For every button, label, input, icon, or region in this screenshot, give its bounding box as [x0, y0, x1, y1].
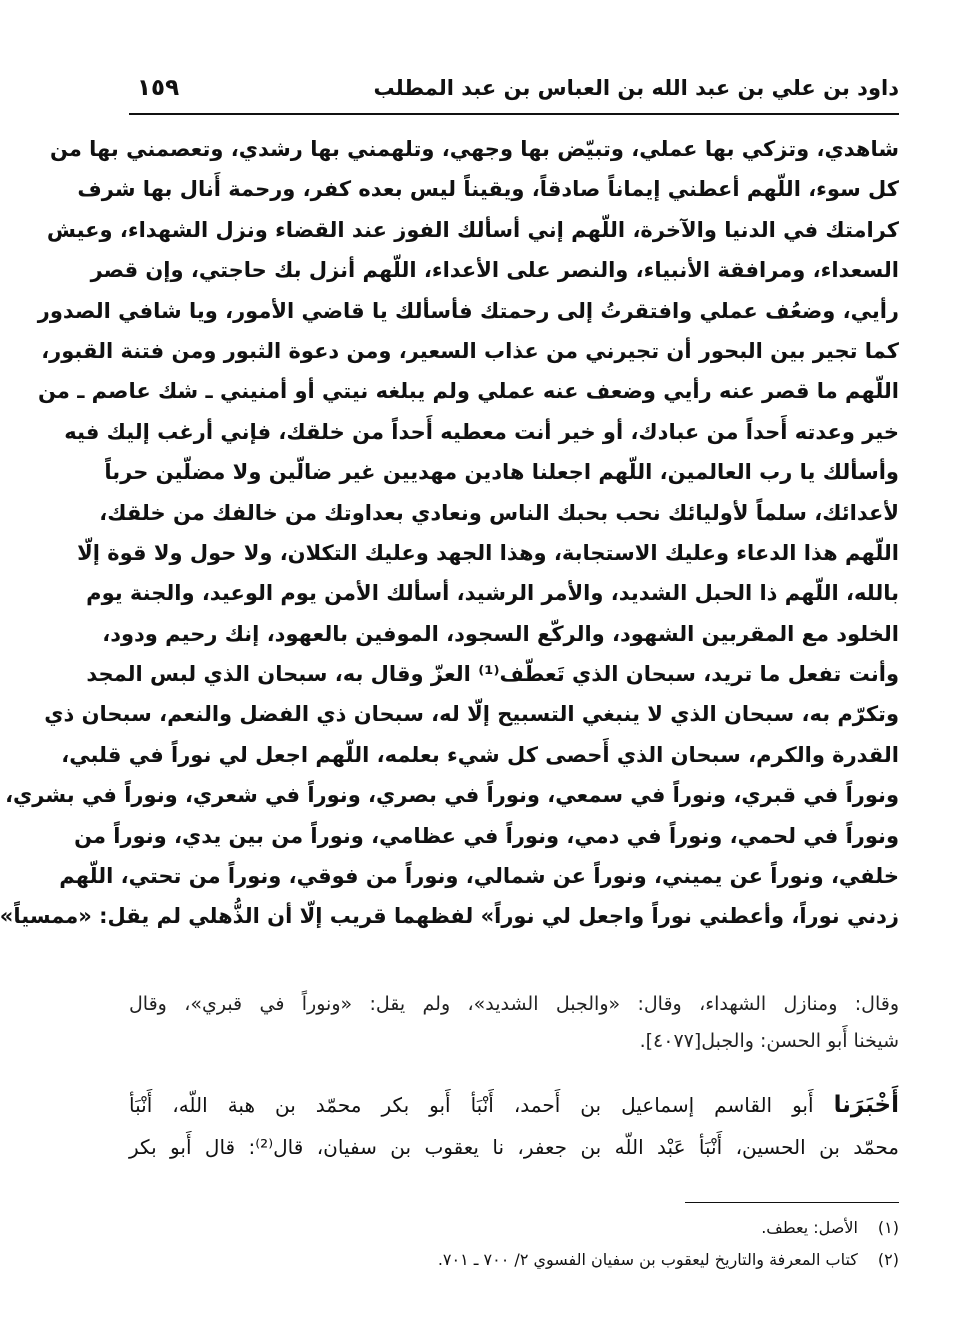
text-line: رأيي، وضعُف عملي وافتقرتُ إلى رحمتك فأسألك يا قاضي الأمور، ويا شافي الصدور [37, 298, 899, 323]
isnad-line: محمّد بن الحسين، أَنْبَأ عَبْد اللّه بن جعفر، نا يعقوب بن سفيان، قال⁽²⁾: قال أَبو بكر [129, 1135, 899, 1159]
footnote-text: الأصل: يعطف. [761, 1218, 858, 1237]
isnad-line [129, 1084, 899, 1126]
isnad-paragraph [129, 1084, 899, 1168]
footnotes [129, 1212, 899, 1276]
text-line: اللّهم ما قصر عنه رأيي وضعف عنه عملي ولم يبلغه نيتي أو أمنيني ـ شك عاصم ـ من [37, 379, 899, 404]
footnote-number: (١) [877, 1218, 899, 1237]
running-title: داود بن علي بن عبد الله بن العباس بن عبد المطلب [373, 76, 899, 100]
isnad-lead-word: أَخْبَرَنا [833, 1092, 899, 1118]
text-line: شاهدي، وتزكي بها عملي، وتبيّض بها وجهي، وتلهمني بها رشدي، وتعصمني بها من [49, 137, 899, 161]
text-line: لأعدائك، سلماً لأوليائك نحب بحبك الناس ونعادي بعداوتك من خالفك من خلقك، [99, 500, 899, 525]
text-line: القدرة والكرم، سبحان الذي أَحصى كل شيء بعلمه، اللّهم اجعل لي نوراً في قلبي، [61, 742, 899, 767]
page-number: ١٥٩ [137, 75, 180, 101]
text-line: ونوراً في قبري، ونوراً في سمعي، ونوراً في بصري، ونوراً في شعري، ونوراً في بشري، [5, 783, 899, 808]
footnote-text: كتاب المعرفة والتاريخ ليعقوب بن سفيان الفسوي ٢/ ٧٠٠ ـ ٧٠١. [437, 1250, 858, 1269]
isnad-text: أَبو القاسم إسماعيل بن أَحمد، أَنْبَأ أَبو بكر محمّد بن هبة اللّه، أَنْبَأ [129, 1093, 834, 1117]
text-line: كل سوء، اللّهم أعطني إيماناً صادقاً، ويقيناً ليس بعده كفر، ورحمة أَنال بها شرف [77, 177, 899, 202]
footnote [129, 1244, 899, 1276]
text-line: اللّهم هذا الدعاء وعليك الاستجابة، وهذا الجهد وعليك التكلان، ولا حول ولا قوة إلّا [77, 540, 899, 565]
text-line: خير وعدته أَحداً من عبادك، أو خير أنت معطيه أَحداً من خلقك، فإني أرغب إليك فيه [64, 419, 899, 444]
variant-note [129, 986, 899, 1060]
text-line: بالله، اللّهم ذا الحبل الشديد، والأمر الرشيد، أسألك الأمن يوم الوعيد، والجنة يوم [86, 581, 899, 606]
footnote-number: (٢) [877, 1250, 899, 1269]
text-line: الخلود مع المقربين الشهود، والركّع السجود، الموفين بالعهود، إنك رحيم ودود، [102, 621, 899, 646]
text-line: وتكرّم به، سبحان الذي لا ينبغي التسبيح إلّا له، سبحان ذي الفضل والنعم، سبحان ذي [44, 702, 899, 727]
text-line: وأنت تفعل ما تريد، سبحان الذي تَعطّف⁽¹⁾ العزّ وقال به، سبحان الذي لبس المجد [86, 662, 899, 687]
footnote [129, 1212, 899, 1244]
text-line: ونوراً في لحمي، ونوراً في دمي، ونوراً في عظامي، ونوراً من بين يدي، ونوراً من [74, 823, 899, 848]
header-rule [129, 113, 899, 115]
variant-line: شيخنا أَبو الحسن: والجبل[٤٠٧٧]. [639, 1030, 899, 1052]
text-line: السعداء، ومرافقة الأنبياء، والنصر على الأعداء، اللّهم أنزل بك حاجتي، وإن قصر [90, 258, 899, 283]
footnote-rule [685, 1202, 899, 1203]
running-header [137, 66, 899, 110]
main-text [0, 129, 899, 937]
text-line: كرامتك في الدنيا والآخرة، اللّهم إني أسألك الفوز عند القضاء ونزل الشهداء، وعيش [46, 217, 899, 242]
text-line: خلفي، ونوراً عن يميني، ونوراً عن شمالي، ونوراً من فوقي، ونوراً من تحتي، اللّهم [59, 864, 899, 889]
text-line: وأسألك يا رب العالمين، اللّهم اجعلنا هادين مهديين غير ضالّين ولا مضلّين حرباً [104, 460, 899, 485]
variant-line: وقال: ومنازل الشهداء، وقال: «والجبل الشديد»، ولم يقل: «ونوراً في قبري»، وقال [129, 993, 899, 1015]
text-line: كما تجير بين البحور أن تجيرني من عذاب السعير، ومن دعوة الثبور ومن فتنة القبور، [41, 338, 899, 363]
text-line: زدني نوراً، وأعطني نوراً واجعل لي نوراً» لفظهما قريب إلّا أن الذُّهلي لم يقل: «ممسياً» [0, 904, 899, 929]
